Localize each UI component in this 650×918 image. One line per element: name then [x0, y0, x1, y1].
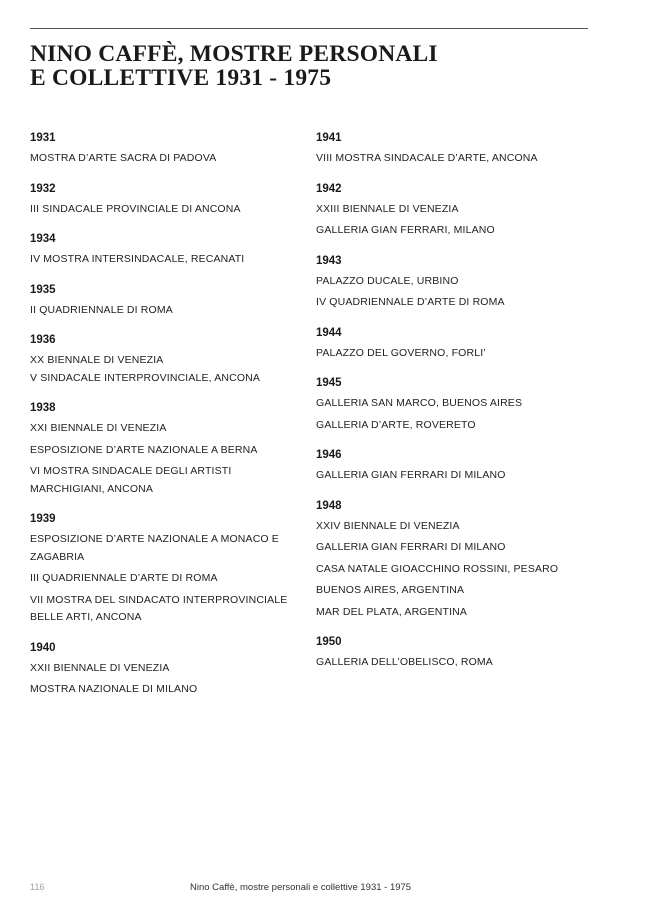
exhibition-entry: MAR DEL PLATA, ARGENTINA — [316, 605, 468, 618]
year-block — [30, 232, 300, 269]
exhibition-entry: XX BIENNALE DI VENEZIA V SINDACALE INTERPROVINCIALE, ANCONA — [30, 354, 261, 384]
year-heading: 1939 — [30, 513, 56, 525]
year-heading: 1935 — [30, 283, 56, 296]
exhibition-entry: ESPOSIZIONE D’ARTE NAZIONALE A MONACO E ZAGABRIA — [30, 533, 279, 563]
year-block — [316, 182, 606, 240]
year-block — [316, 635, 606, 672]
exhibition-entry: GALLERIA DELL’OBELISCO, ROMA — [316, 656, 493, 668]
exhibition-entry: PALAZZO DEL GOVERNO, FORLI’ — [316, 346, 486, 359]
year-block — [30, 641, 300, 699]
year-heading: 1932 — [30, 182, 56, 195]
page-title — [30, 42, 438, 90]
year-block — [30, 182, 300, 219]
year-block — [30, 131, 300, 168]
year-block — [30, 333, 300, 387]
exhibition-entry: III SINDACALE PROVINCIALE DI ANCONA — [30, 202, 241, 215]
exhibitions-left-column — [30, 131, 300, 713]
year-heading: 1942 — [316, 182, 342, 195]
exhibitions-right-column — [316, 131, 606, 686]
exhibition-entry: VII MOSTRA DEL SINDACATO INTERPROVINCIALE BELLE ARTI, ANCONA — [30, 593, 288, 623]
year-block — [316, 499, 606, 622]
year-block — [316, 376, 606, 434]
year-block — [316, 254, 606, 312]
exhibition-entry: XXI BIENNALE DI VENEZIA — [30, 422, 167, 434]
exhibition-entry: GALLERIA D’ARTE, ROVERETO — [316, 418, 476, 431]
year-heading: 1945 — [316, 377, 342, 389]
exhibition-entry: XXIII BIENNALE DI VENEZIA — [316, 202, 459, 215]
exhibition-entry: VI MOSTRA SINDACALE DEGLI ARTISTI MARCHIGIANI, ANCONA — [30, 465, 232, 495]
exhibition-entry: VIII MOSTRA SINDACALE D’ARTE, ANCONA — [316, 152, 538, 164]
exhibition-entry: GALLERIA GIAN FERRARI DI MILANO — [316, 541, 506, 553]
exhibition-entry: XXIV BIENNALE DI VENEZIA — [316, 519, 460, 532]
exhibition-entry: MOSTRA NAZIONALE DI MILANO — [30, 683, 198, 695]
exhibition-entry: IV QUADRIENNALE D’ARTE DI ROMA — [316, 296, 505, 308]
year-heading: 1941 — [316, 132, 342, 144]
exhibition-entry: III QUADRIENNALE D’ARTE DI ROMA — [30, 572, 218, 584]
year-heading: 1936 — [30, 334, 56, 346]
top-rule — [30, 28, 588, 29]
year-block — [316, 131, 606, 168]
exhibition-entry: GALLERIA GIAN FERRARI, MILANO — [316, 224, 495, 236]
exhibition-entry: XXII BIENNALE DI VENEZIA — [30, 661, 170, 674]
exhibition-entry: ESPOSIZIONE D’ARTE NAZIONALE A BERNA — [30, 443, 258, 456]
year-heading: 1944 — [316, 326, 342, 339]
year-heading: 1940 — [30, 641, 56, 654]
year-heading: 1948 — [316, 499, 342, 512]
exhibition-entry: BUENOS AIRES, ARGENTINA — [316, 584, 465, 596]
year-heading: 1934 — [30, 233, 56, 245]
year-block — [30, 512, 300, 627]
exhibition-entry: MOSTRA D’ARTE SACRA DI PADOVA — [30, 152, 217, 164]
page-title-line-1: NINO CAFFÈ, MOSTRE PERSONALI — [30, 41, 438, 67]
year-heading: 1938 — [30, 402, 56, 414]
year-heading: 1946 — [316, 449, 342, 461]
exhibition-entry: PALAZZO DUCALE, URBINO — [316, 274, 459, 287]
running-title: Nino Caffè, mostre personali e collettive 1931 - 1975 — [190, 882, 412, 893]
year-heading: 1943 — [316, 254, 342, 267]
year-block — [316, 326, 606, 363]
year-heading: 1931 — [30, 132, 56, 144]
year-block — [30, 401, 300, 498]
year-block — [30, 283, 300, 320]
exhibition-entry: CASA NATALE GIOACCHINO ROSSINI, PESARO — [316, 562, 559, 575]
page-title-line-2: E COLLETTIVE 1931 - 1975 — [30, 65, 332, 91]
page-number: 116 — [30, 882, 45, 892]
year-heading: 1950 — [316, 636, 342, 648]
exhibition-entry: IV MOSTRA INTERSINDACALE, RECANATI — [30, 253, 245, 265]
exhibition-entry: GALLERIA GIAN FERRARI DI MILANO — [316, 469, 506, 481]
year-block — [316, 448, 606, 485]
exhibition-entry: II QUADRIENNALE DI ROMA — [30, 303, 173, 316]
exhibition-entry: GALLERIA SAN MARCO, BUENOS AIRES — [316, 397, 523, 409]
